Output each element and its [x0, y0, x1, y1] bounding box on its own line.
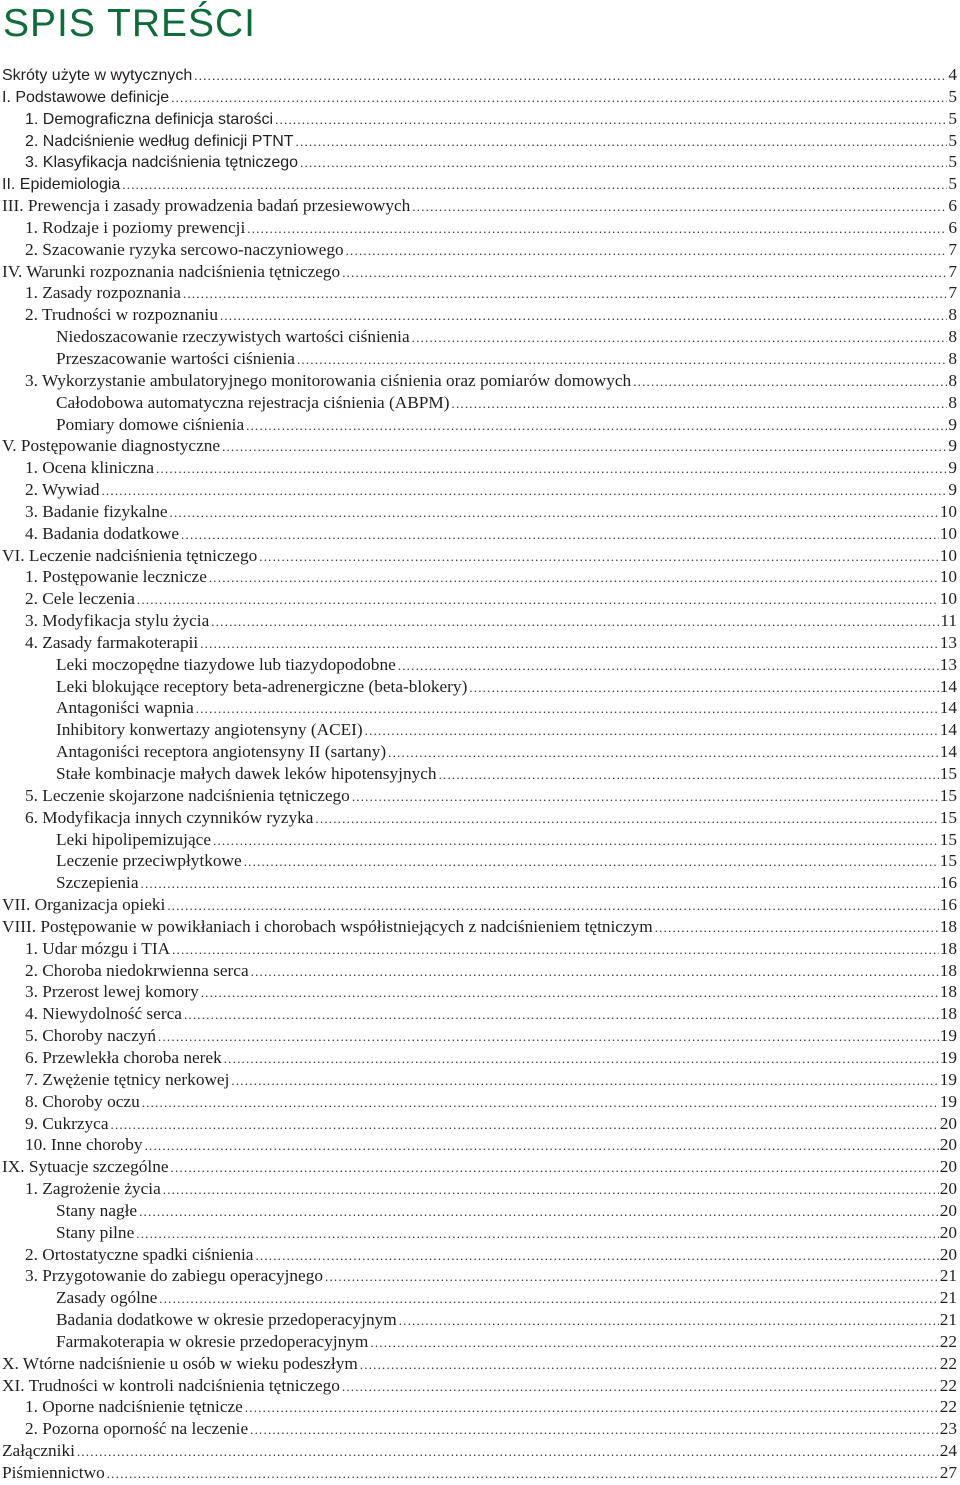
toc-entry-page-number: 14 — [939, 742, 957, 762]
toc-entry-page-number: 18 — [939, 916, 957, 936]
toc-entry[interactable] — [0, 501, 957, 523]
toc-entry[interactable] — [0, 130, 957, 152]
toc-entry-label: Leki moczopędne tiazydowe lub tiazydopodobne — [56, 654, 396, 674]
toc-entry-page-number: 9 — [948, 414, 957, 434]
toc-entry-label: 7. Zwężenie tętnicy nerkowej — [25, 1069, 230, 1089]
dot-leader — [159, 1288, 938, 1310]
toc-entry-page-number: 27 — [939, 1463, 957, 1482]
toc-entry-page-number: 20 — [939, 1222, 957, 1242]
toc-entry-page-number: 22 — [939, 1353, 957, 1373]
toc-entry-label: IV. Warunki rozpoznania nadciśnienia tętniczego — [2, 261, 341, 281]
toc-entry-page-number: 8 — [948, 305, 957, 325]
toc-entry[interactable] — [0, 239, 957, 261]
toc-entry-page-number: 21 — [939, 1310, 957, 1330]
toc-entry-page-number: 9 — [948, 436, 957, 456]
dot-leader — [196, 698, 939, 720]
dot-leader — [244, 851, 939, 873]
toc-entry-page-number: 15 — [939, 807, 957, 827]
toc-entry[interactable] — [0, 348, 957, 370]
toc-entry-page-number: 18 — [939, 982, 957, 1002]
toc-entry-label: 1. Zagrożenie życia — [25, 1179, 161, 1199]
dot-leader — [183, 283, 947, 305]
toc-entry-page-number: 19 — [939, 1026, 957, 1046]
dot-leader — [158, 1026, 939, 1048]
toc-entry-page-number: 19 — [939, 1047, 957, 1067]
dot-leader — [200, 633, 939, 655]
toc-entry[interactable] — [0, 64, 957, 86]
toc-entry[interactable] — [0, 566, 957, 588]
toc-entry-label: 8. Choroby oczu — [25, 1091, 140, 1111]
dot-leader — [342, 1376, 939, 1398]
dot-leader — [156, 458, 947, 480]
toc-entry-label: 1. Rodzaje i poziomy prewencji — [25, 217, 246, 237]
toc-entry-page-number: 19 — [939, 1069, 957, 1089]
toc-entry-page-number: 20 — [939, 1179, 957, 1199]
toc-entry-page-number: 18 — [939, 1004, 957, 1024]
toc-entry-page-number: 9 — [948, 480, 957, 500]
toc-entry-page-number: 9 — [948, 458, 957, 478]
dot-leader — [297, 349, 947, 371]
toc-entry-label: 2. Szacowanie ryzyka sercowo-naczyniowego — [25, 239, 344, 259]
toc-entry[interactable] — [0, 960, 957, 982]
toc-entry-page-number: 22 — [939, 1375, 957, 1395]
page-title: SPIS TREŚCI — [3, 2, 257, 45]
toc-entry-label: III. Prewencja i zasady prowadzenia badań przesiewowych — [2, 196, 411, 216]
toc-entry-label: 2. Pozorna oporność na leczenie — [25, 1419, 249, 1439]
toc-entry-label: 1. Ocena kliniczna — [25, 458, 155, 478]
toc-entry-page-number: 10 — [939, 589, 957, 609]
toc-entry[interactable] — [0, 1113, 957, 1135]
toc-entry[interactable] — [0, 610, 957, 632]
dot-leader — [452, 393, 948, 415]
dot-leader — [342, 262, 947, 284]
toc-entry-page-number: 6 — [948, 196, 957, 216]
toc-entry[interactable] — [0, 938, 957, 960]
toc-entry-label: XI. Trudności w kontroli nadciśnienia tętniczego — [2, 1375, 340, 1395]
toc-entry-label: Zasady ogólne — [56, 1288, 158, 1308]
toc-entry[interactable] — [0, 195, 957, 217]
dot-leader — [201, 982, 939, 1004]
toc-entry[interactable] — [0, 741, 957, 763]
dot-leader — [220, 305, 947, 327]
toc-entry-label: Piśmiennictwo — [2, 1463, 105, 1482]
toc-entry-page-number: 8 — [948, 370, 957, 390]
toc-entry[interactable] — [0, 435, 957, 457]
toc-entry-page-number: 20 — [939, 1135, 957, 1155]
dot-leader — [633, 371, 947, 393]
toc-entry-label: VIII. Postępowanie w powikłaniach i chorobach współistniejących z nadciśnieniem tętniczym — [2, 916, 653, 936]
toc-entry-page-number: 5 — [948, 108, 957, 128]
dot-leader — [412, 327, 948, 349]
dot-leader — [246, 415, 947, 437]
dot-leader — [300, 152, 947, 174]
toc-entry-page-number: 16 — [939, 873, 957, 893]
toc-entry-label: 1. Demograficzna definicja starości — [25, 110, 274, 128]
toc-entry[interactable] — [0, 785, 957, 807]
toc-entry-label: Stany pilne — [56, 1222, 135, 1242]
dot-leader — [231, 1070, 938, 1092]
toc-entry-label: 3. Badanie fizykalne — [25, 501, 168, 521]
toc-entry-label: 3. Przygotowanie do zabiegu operacyjnego — [25, 1266, 324, 1286]
toc-entry[interactable] — [0, 807, 957, 829]
dot-leader — [360, 1354, 939, 1376]
dot-leader — [259, 546, 938, 568]
dot-leader — [352, 786, 939, 808]
toc-entry-label: 5. Choroby naczyń — [25, 1026, 157, 1046]
dot-leader — [137, 589, 939, 611]
toc-entry[interactable] — [0, 326, 957, 348]
toc-entry-label: 1. Oporne nadciśnienie tętnicze — [25, 1397, 243, 1417]
toc-entry[interactable] — [0, 1418, 957, 1440]
toc-entry[interactable] — [0, 654, 957, 676]
toc-entry-label: Farmakoterapia w okresie przedoperacyjnym — [56, 1331, 369, 1351]
toc-entry-page-number: 7 — [948, 261, 957, 281]
toc-entry-page-number: 13 — [939, 632, 957, 652]
toc-entry[interactable] — [0, 1156, 957, 1178]
toc-entry[interactable] — [0, 1134, 957, 1156]
toc-entry-page-number: 5 — [948, 130, 957, 150]
dot-leader — [412, 196, 947, 218]
dot-leader — [194, 65, 947, 87]
dot-leader — [172, 939, 939, 961]
toc-entry-page-number: 13 — [939, 654, 957, 674]
dot-leader — [142, 1092, 939, 1114]
toc-entry[interactable] — [0, 1353, 957, 1375]
toc-entry-label: Załączniki — [2, 1441, 75, 1461]
dot-leader — [346, 240, 948, 262]
toc-entry-label: V. Postępowanie diagnostyczne — [2, 436, 221, 456]
dot-leader — [315, 808, 938, 830]
dot-leader — [181, 524, 939, 546]
dot-leader — [296, 131, 948, 153]
toc-entry-page-number: 5 — [948, 86, 957, 106]
dot-leader — [251, 961, 939, 983]
toc-entry-page-number: 14 — [939, 698, 957, 718]
toc-list — [0, 64, 957, 1484]
toc-entry-page-number: 8 — [948, 392, 957, 412]
toc-entry-page-number: 5 — [948, 152, 957, 172]
dot-leader — [255, 1245, 938, 1267]
dot-leader — [209, 567, 939, 589]
toc-entry-label: Leki blokujące receptory beta-adrenergiczne (beta-blokery) — [56, 676, 468, 696]
toc-entry-page-number: 8 — [948, 348, 957, 368]
toc-entry[interactable] — [0, 1200, 957, 1222]
dot-leader — [171, 1157, 939, 1179]
dot-leader — [399, 1310, 939, 1332]
toc-entry[interactable] — [0, 632, 957, 654]
toc-entry-label: Antagoniści receptora angiotensyny II (sartany) — [56, 742, 387, 762]
toc-entry-page-number: 18 — [939, 938, 957, 958]
toc-entry-page-number: 23 — [939, 1419, 957, 1439]
toc-entry[interactable] — [0, 829, 957, 851]
toc-entry[interactable] — [0, 151, 957, 173]
dot-leader — [170, 502, 939, 524]
toc-entry[interactable] — [0, 370, 957, 392]
toc-entry[interactable] — [0, 981, 957, 1003]
dot-leader — [167, 895, 938, 917]
toc-entry[interactable] — [0, 1375, 957, 1397]
toc-entry-page-number: 14 — [939, 720, 957, 740]
toc-entry-label: 2. Cele leczenia — [25, 589, 135, 609]
toc-entry-label: 3. Klasyfikacja nadciśnienia tętniczego — [25, 154, 299, 172]
dot-leader — [655, 917, 939, 939]
toc-entry-label: 4. Badania dodatkowe — [25, 523, 180, 543]
toc-entry-page-number: 21 — [939, 1266, 957, 1286]
toc-entry-page-number: 15 — [939, 764, 957, 783]
toc-entry-label: II. Epidemiologia — [2, 176, 121, 194]
dot-leader — [250, 1419, 939, 1441]
dot-leader — [388, 742, 939, 764]
toc-entry-label: 4. Zasady farmakoterapii — [25, 632, 199, 652]
dot-leader — [222, 436, 947, 458]
toc-entry[interactable] — [0, 1309, 957, 1331]
toc-entry-label: Szczepienia — [56, 873, 139, 893]
toc-entry-label: Niedoszacowanie rzeczywistych wartości ciśnienia — [56, 327, 410, 347]
toc-entry[interactable] — [0, 1462, 957, 1484]
toc-entry[interactable] — [0, 108, 957, 130]
dot-leader — [139, 1201, 939, 1223]
toc-entry[interactable] — [0, 1440, 957, 1462]
toc-entry[interactable] — [0, 217, 957, 239]
toc-entry-label: I. Podstawowe definicje — [2, 88, 170, 106]
toc-entry-label: 3. Przerost lewej komory — [25, 982, 199, 1002]
toc-entry-label: 6. Modyfikacja innych czynników ryzyka — [25, 807, 314, 827]
toc-entry-label: Pomiary domowe ciśnienia — [56, 414, 245, 434]
toc-entry-page-number: 4 — [948, 65, 957, 84]
toc-entry-label: VI. Leczenie nadciśnienia tętniczego — [2, 545, 258, 565]
dot-leader — [77, 1441, 939, 1463]
toc-entry-label: 1. Udar mózgu i TIA — [25, 938, 171, 958]
toc-entry-page-number: 10 — [939, 501, 957, 521]
toc-entry-label: Przeszacowanie wartości ciśnienia — [56, 348, 295, 368]
dot-leader — [224, 1048, 939, 1070]
toc-entry-page-number: 15 — [939, 851, 957, 871]
toc-entry-label: 6. Przewlekła choroba nerek — [25, 1047, 222, 1067]
toc-entry-label: Leczenie przeciwpłytkowe — [56, 851, 242, 871]
toc-entry[interactable] — [0, 1069, 957, 1091]
toc-entry-label: Skróty użyte w wytycznych — [2, 67, 193, 84]
toc-entry-label: 1. Postępowanie lecznicze — [25, 567, 207, 587]
toc-entry-page-number: 24 — [939, 1441, 957, 1461]
toc-entry[interactable] — [0, 588, 957, 610]
toc-entry[interactable] — [0, 850, 957, 872]
toc-entry-label: Stałe kombinacje małych dawek leków hipotensyjnych — [56, 764, 437, 783]
toc-entry-label: VII. Organizacja opieki — [2, 895, 166, 915]
dot-leader — [247, 218, 947, 240]
toc-entry-page-number: 8 — [948, 327, 957, 347]
toc-entry-label: Inhibitory konwertazy angiotensyny (ACEI) — [56, 720, 363, 740]
dot-leader — [275, 109, 947, 131]
toc-entry[interactable] — [0, 872, 957, 894]
toc-entry-label: 2. Wywiad — [25, 480, 100, 500]
toc-entry[interactable] — [0, 1265, 957, 1287]
toc-entry-page-number: 20 — [939, 1113, 957, 1133]
toc-entry-page-number: 11 — [940, 611, 957, 631]
toc-entry[interactable] — [0, 1091, 957, 1113]
toc-entry-label: Stany nagłe — [56, 1200, 138, 1220]
toc-entry-page-number: 5 — [948, 174, 957, 194]
toc-entry-label: 3. Wykorzystanie ambulatoryjnego monitorowania ciśnienia oraz pomiarów domowych — [25, 370, 632, 390]
toc-entry[interactable] — [0, 1222, 957, 1244]
toc-entry[interactable] — [0, 1287, 957, 1309]
toc-entry[interactable] — [0, 1331, 957, 1353]
dot-leader — [111, 1114, 939, 1136]
dot-leader — [171, 87, 947, 109]
dot-leader — [101, 480, 947, 502]
toc-entry[interactable] — [0, 1178, 957, 1200]
dot-leader — [469, 677, 938, 699]
dot-leader — [398, 655, 939, 677]
toc-entry-page-number: 7 — [948, 283, 957, 303]
toc-entry[interactable] — [0, 1003, 957, 1025]
toc-entry[interactable] — [0, 1244, 957, 1266]
toc-entry[interactable] — [0, 282, 957, 304]
toc-entry-page-number: 16 — [939, 895, 957, 915]
dot-leader — [163, 1179, 939, 1201]
toc-entry[interactable] — [0, 479, 957, 501]
toc-entry[interactable] — [0, 916, 957, 938]
toc-entry-page-number: 15 — [939, 785, 957, 805]
toc-entry[interactable] — [0, 545, 957, 567]
dot-leader — [122, 174, 947, 196]
dot-leader — [365, 720, 939, 742]
toc-entry-page-number: 18 — [939, 960, 957, 980]
toc-entry-page-number: 7 — [948, 239, 957, 259]
toc-entry[interactable] — [0, 1396, 957, 1418]
toc-entry-label: 4. Niewydolność serca — [25, 1004, 182, 1024]
toc-entry-label: 2. Nadciśnienie według definicji PTNT — [25, 132, 294, 150]
dot-leader — [213, 830, 939, 852]
dot-leader — [136, 1223, 938, 1245]
toc-entry-label: IX. Sytuacje szczególne — [2, 1157, 169, 1177]
dot-leader — [211, 611, 939, 633]
dot-leader — [370, 1332, 938, 1354]
toc-entry[interactable] — [0, 261, 957, 283]
toc-entry[interactable] — [0, 523, 957, 545]
dot-leader — [245, 1397, 939, 1419]
toc-entry-label: 1. Zasady rozpoznania — [25, 283, 181, 303]
toc-entry-page-number: 20 — [939, 1157, 957, 1177]
toc-entry-label: Leki hipolipemizujące — [56, 829, 211, 849]
toc-entry[interactable] — [0, 894, 957, 916]
toc-entry[interactable] — [0, 304, 957, 326]
dot-leader — [184, 1004, 939, 1026]
toc-entry[interactable] — [0, 392, 957, 414]
toc-entry-page-number: 21 — [939, 1288, 957, 1308]
toc-entry[interactable] — [0, 719, 957, 741]
toc-entry-label: 2. Choroba niedokrwienna serca — [25, 960, 249, 980]
toc-entry-page-number: 19 — [939, 1091, 957, 1111]
toc-entry-page-number: 14 — [939, 676, 957, 696]
toc-entry-page-number: 10 — [939, 523, 957, 543]
toc-entry-label: X. Wtórne nadciśnienie u osób w wieku podeszłym — [2, 1353, 358, 1373]
toc-entry[interactable] — [0, 457, 957, 479]
toc-entry[interactable] — [0, 676, 957, 698]
toc-entry-page-number: 6 — [948, 217, 957, 237]
toc-entry-page-number: 20 — [939, 1200, 957, 1220]
toc-entry-page-number: 15 — [939, 829, 957, 849]
toc-entry-label: 10. Inne choroby — [25, 1135, 143, 1155]
toc-entry[interactable] — [0, 697, 957, 719]
toc-entry-label: Antagoniści wapnia — [56, 698, 194, 718]
toc-entry-label: Badania dodatkowe w okresie przedoperacyjnym — [56, 1310, 397, 1330]
toc-entry-label: 2. Trudności w rozpoznaniu — [25, 305, 218, 325]
dot-leader — [439, 764, 939, 786]
toc-entry[interactable] — [0, 173, 957, 195]
toc-entry[interactable] — [0, 414, 957, 436]
toc-entry-label: 3. Modyfikacja stylu życia — [25, 611, 210, 631]
toc-entry[interactable] — [0, 763, 957, 785]
toc-entry-label: 2. Ortostatyczne spadki ciśnienia — [25, 1244, 254, 1264]
dot-leader — [325, 1266, 939, 1288]
toc-entry-page-number: 10 — [939, 545, 957, 565]
dot-leader — [141, 873, 939, 895]
toc-entry-label: Całodobowa automatyczna rejestracja ciśnienia (ABPM) — [56, 392, 450, 412]
dot-leader — [145, 1135, 939, 1157]
toc-entry[interactable] — [0, 86, 957, 108]
toc-entry[interactable] — [0, 1025, 957, 1047]
toc-entry-page-number: 10 — [939, 567, 957, 587]
toc-entry-label: 9. Cukrzyca — [25, 1113, 109, 1133]
toc-entry[interactable] — [0, 1047, 957, 1069]
toc-entry-label: 5. Leczenie skojarzone nadciśnienia tętniczego — [25, 785, 350, 805]
toc-entry-page-number: 22 — [939, 1397, 957, 1417]
toc-entry-page-number: 20 — [939, 1244, 957, 1264]
toc-entry-page-number: 22 — [939, 1331, 957, 1351]
